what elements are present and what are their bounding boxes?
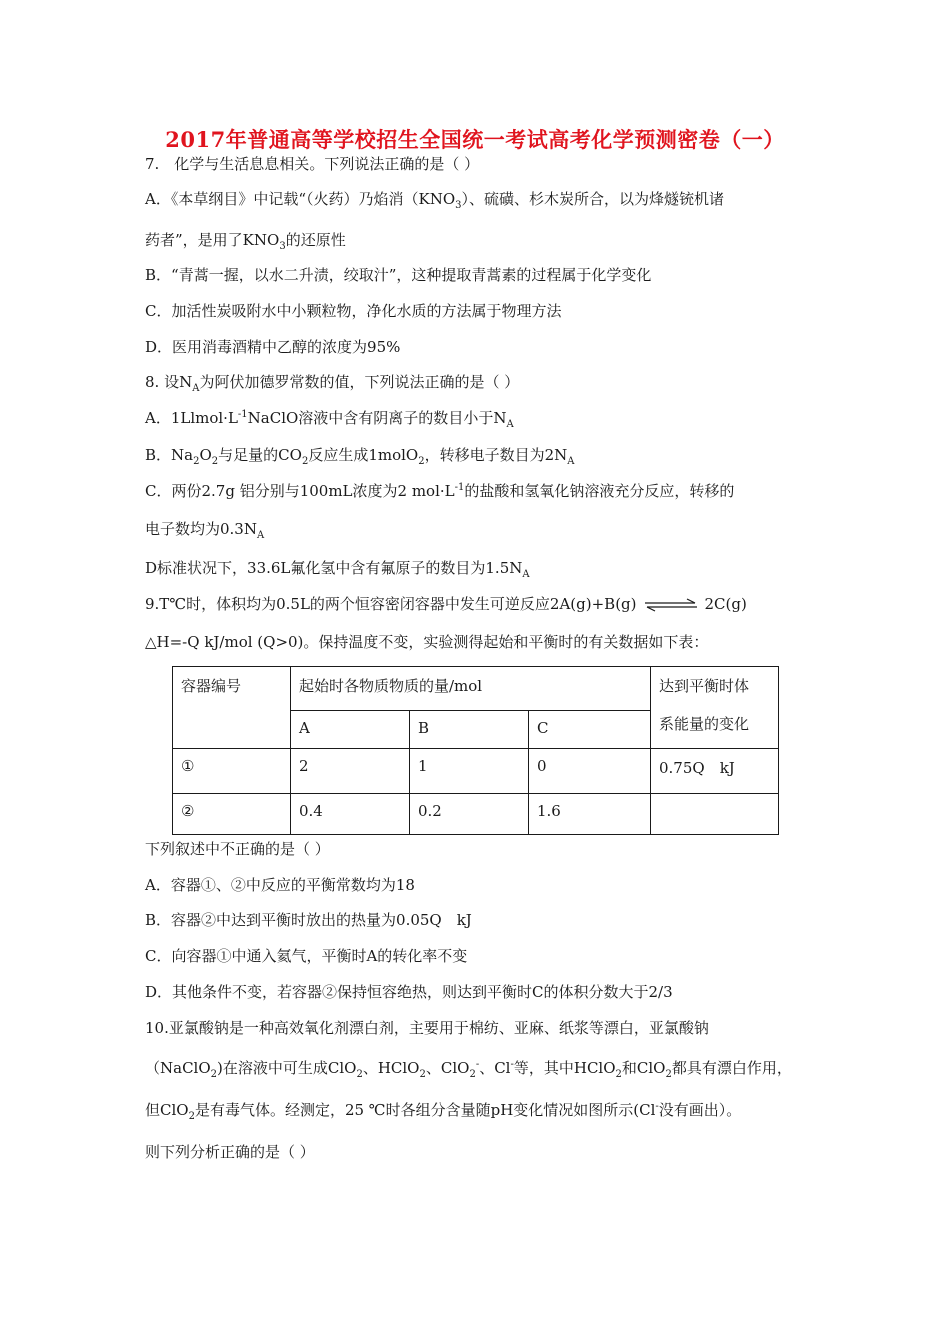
table-header-b: B [410,711,529,749]
q9-data-table [172,666,779,835]
q9-stem: 9.T℃时，体积均为0.5L的两个恒容密闭容器中发生可逆反应2A(g)+B(g) 2C(g) [145,595,747,613]
q10-stem-cont-2: 但ClO$_2$是有毒气体。经测定，25 ℃时各组分含量随pH变化情况如图所示(Cl-没有画出）。 [145,1101,742,1122]
q10-prompt: 则下列分析正确的是（ ） [145,1143,315,1161]
equilibrium-arrow-icon [643,598,699,612]
q8-option-c-cont: 电子数均为$0.3N_A$ [145,520,265,541]
q8-option-a: A．$1Llmol\cdot L^{-1}NaClO$溶液中含有阴离子的数目小于$N_A$ [145,409,514,430]
q7-option-a: A．《本草纲目》中记载“（火药）乃焰消$(KNO_3)$、硫磺、杉木炭所合，以为烽燧铳机诸 [145,190,725,211]
q9-prompt: 下列叙述中不正确的是（ ） [145,840,330,858]
q8-option-d: D标准状况下，33.6L氟化氢中含有氟原子的数目为$1.5N_A$ [145,559,530,580]
q9-stem-cont: △H=-Q kJ/mol (Q>0)。保持温度不变，实验测得起始和平衡时的有关数据如下表： [145,633,709,651]
q7-stem: 7. 化学与生活息息相关。下列说法正确的是（ ） [145,155,480,173]
table-header-energy: 达到平衡时体 系能量的变化 [651,667,779,749]
q9-option-c: C．向容器①中通入氦气，平衡时A的转化率不变 [145,947,468,965]
q8-stem: 8. 设$N_A$为阿伏加德罗常数的值，下列说法正确的是（ ） [145,373,520,394]
q8-option-b: B．$Na_2O_2$与足量的$CO_2$反应生成1molO$_2$，转移电子数目为$2N_A$ [145,446,575,467]
table-row [173,749,779,794]
table-cell-a: 0.4 [291,794,410,835]
q7-option-c: C．加活性炭吸附水中小颗粒物，净化水质的方法属于物理方法 [145,302,562,320]
q10-stem: 10.亚氯酸钠是一种高效氧化剂漂白剂，主要用于棉纺、亚麻、纸浆等漂白，亚氯酸钠 [145,1019,709,1037]
q9-option-d: D．其他条件不变，若容器②保持恒容绝热，则达到平衡时C的体积分数大于2/3 [145,983,673,1001]
q9-option-a: A．容器①、②中反应的平衡常数均为18 [145,876,415,894]
q7-option-d: D．医用消毒酒精中乙醇的浓度为95% [145,338,401,356]
q7-option-b: B．“青蒿一握，以水二升渍，绞取汁”，这种提取青蒿素的过程属于化学变化 [145,266,652,284]
table-cell-c: 0 [529,749,651,794]
table-cell-id: ② [173,794,291,835]
q9-option-b: B．容器②中达到平衡时放出的热量为0.05Q kJ [145,911,472,929]
table-cell-energy: 0.75Q kJ [651,749,779,794]
q10-stem-cont-1: （NaClO$_2$)在溶液中可生成ClO$_2$、HClO$_2$、ClO$_2$-、Cl-等，其中HClO$_2$和ClO$_2$都具有漂白作用， [145,1059,792,1080]
table-cell-c: 1.6 [529,794,651,835]
table-header-c: C [529,711,651,749]
table-cell-energy [651,794,779,835]
table-cell-b: 1 [410,749,529,794]
q8-option-c: C．两份2.7g 铝分别与100mL浓度为2 $mol\cdot L^{-1}$的盐酸和氢氧化钠溶液充分反应，转移的 [145,482,735,500]
table-row [173,794,779,835]
table-header-start: 起始时各物质物质的量/mol [291,667,651,711]
table-cell-a: 2 [291,749,410,794]
table-cell-id: ① [173,749,291,794]
page-title: 2017年普通高等学校招生全国统一考试高考化学预测密卷（一） [165,127,785,152]
table-header-a: A [291,711,410,749]
table-header-id: 容器编号 [173,667,291,749]
table-cell-b: 0.2 [410,794,529,835]
q7-option-a-cont: 药者”，是用了$KNO_3$的还原性 [145,231,346,252]
